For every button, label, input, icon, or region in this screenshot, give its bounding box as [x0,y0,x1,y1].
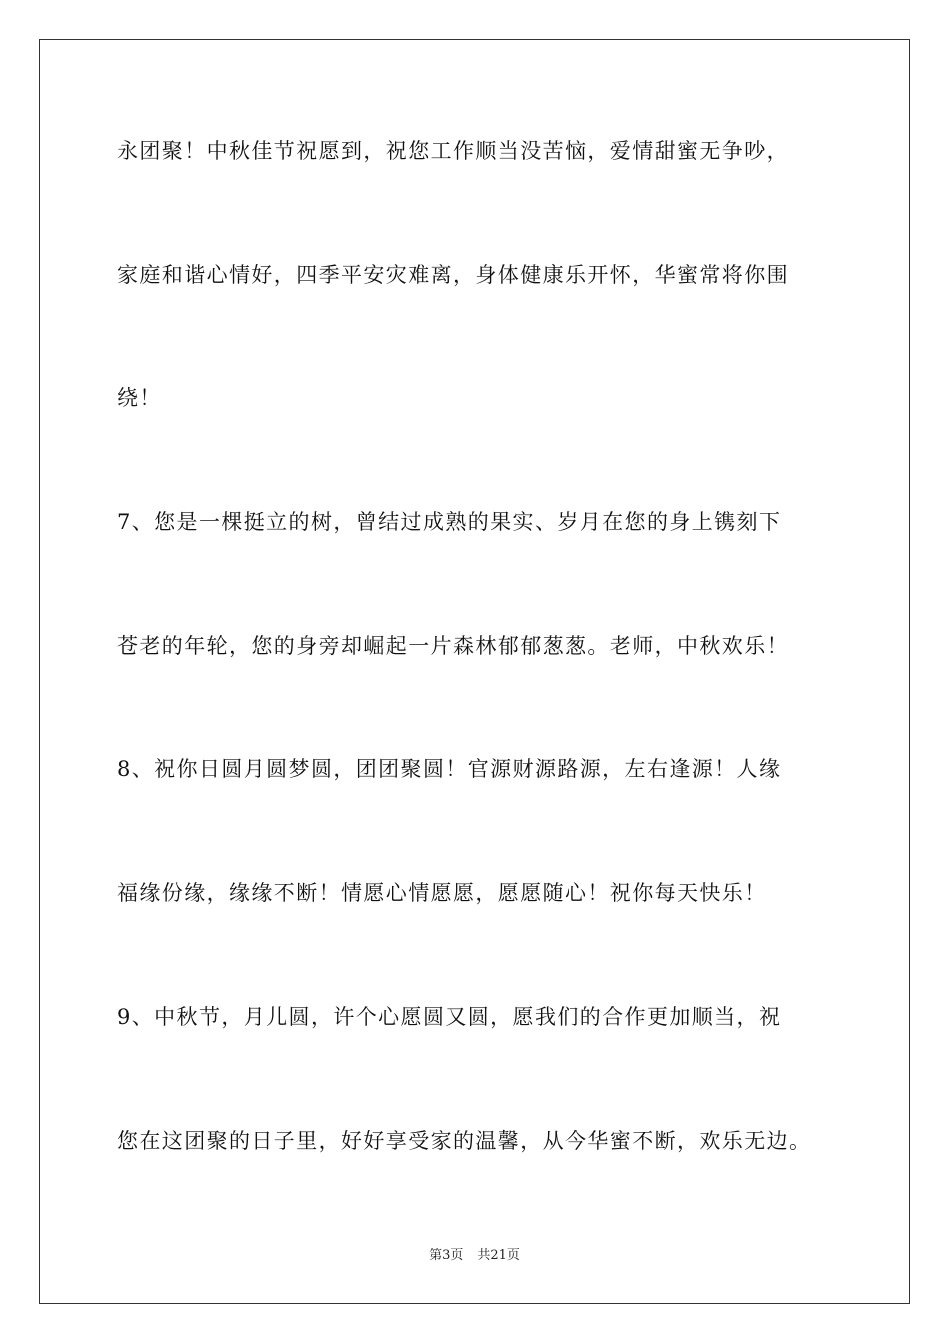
page-number: 第3页 [429,1248,464,1263]
text-line: 9、中秋节，月儿圆，许个心愿圆又圆，愿我们的合作更加顺当，祝 [117,1005,782,1029]
text-line: 8、祝你日圆月圆梦圆，团团聚圆！官源财源路源，左右逢源！人缘 [117,757,782,781]
text-line: 绕！ [117,386,162,410]
text-line: 家庭和谐心情好，四季平安灾难离，身体健康乐开怀，华蜜常将你围 [117,263,789,287]
page-footer [40,1247,909,1265]
text-line: 7、您是一棵挺立的树，曾结过成熟的果实、岁月在您的身上镌刻下 [117,510,782,534]
page-frame [39,39,910,1304]
page-total: 共21页 [477,1248,520,1263]
text-line: 苍老的年轮，您的身旁却崛起一片森林郁郁葱葱。老师，中秋欢乐！ [117,634,789,658]
text-line: 您在这团聚的日子里，好好享受家的温馨，从今华蜜不断，欢乐无边。 [117,1129,812,1153]
text-line: 福缘份缘，缘缘不断！情愿心情愿愿，愿愿随心！祝你每天快乐！ [117,881,767,905]
text-line: 永团聚！中秋佳节祝愿到，祝您工作顺当没苦恼，爱情甜蜜无争吵， [117,139,789,163]
